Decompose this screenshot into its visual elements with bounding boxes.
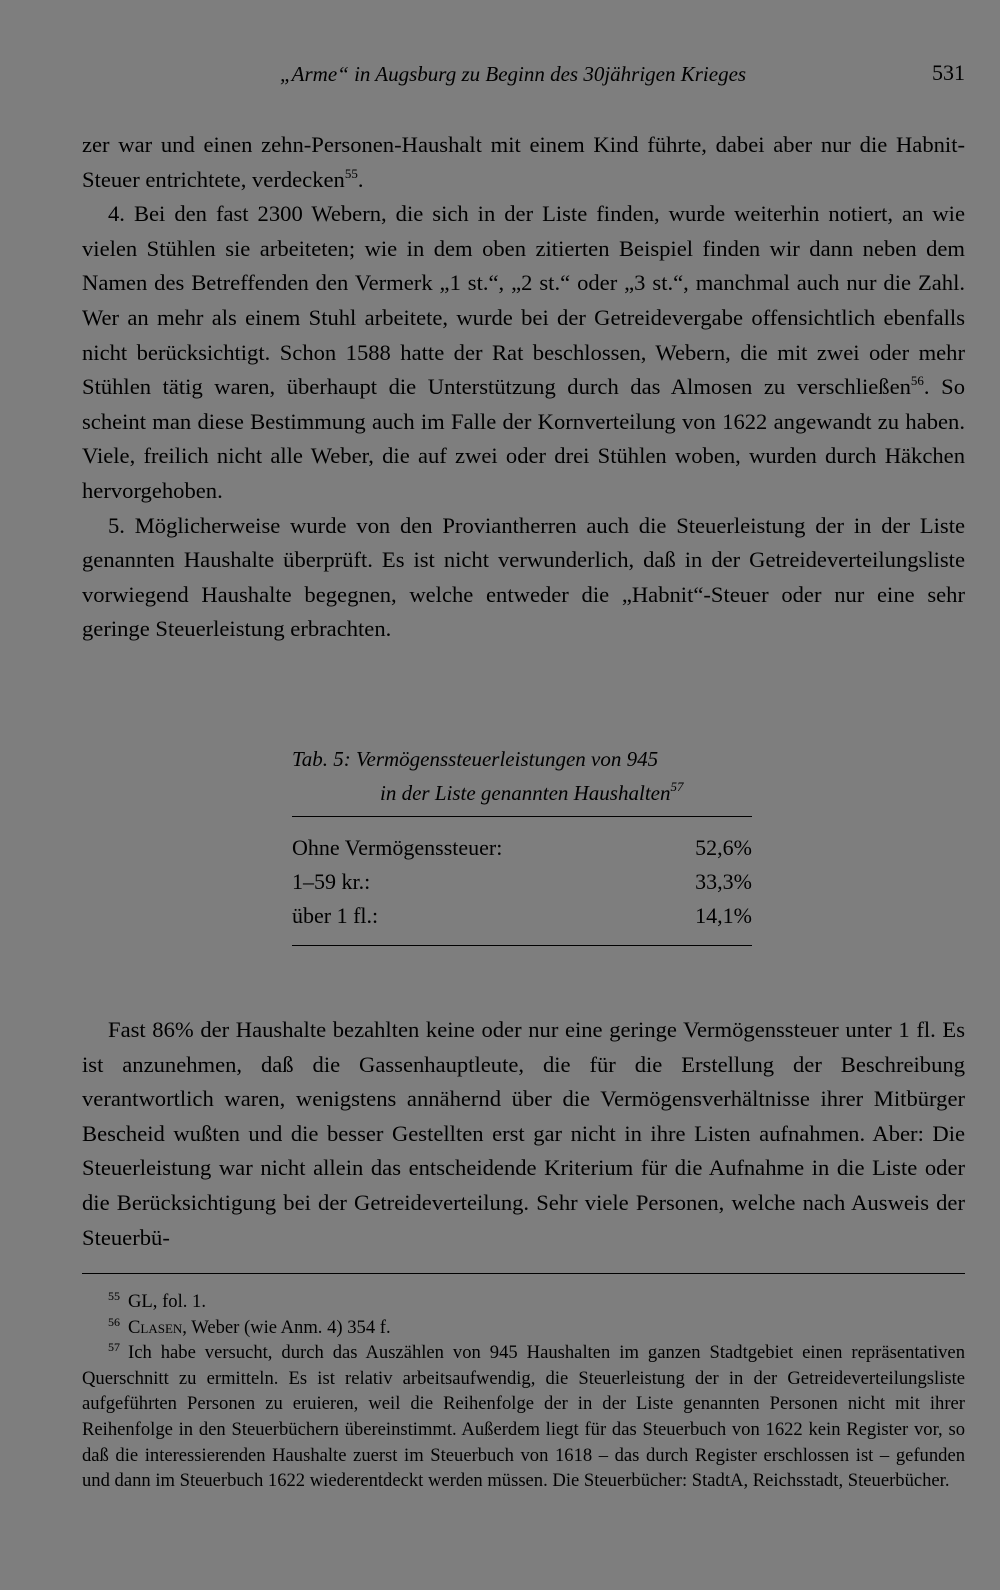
row-value: 52,6% xyxy=(695,835,752,860)
paragraph-tail: . xyxy=(357,166,364,192)
page-header xyxy=(82,60,965,94)
paragraph: Fast 86% der Haushalte bezahlten keine oder nur eine geringe Vermögenssteuer unter 1 fl. Es ist anzunehmen, daß die Gassenhauptleute, die für die Erstellung der Beschreibung verantwortlich waren, wenigstens annähernd über die Vermögensverhältnisse ihrer Mitbürger Bescheid wußten und die besser Gestellten erst gar nicht in ihre Listen aufnahmen. Aber: Die Steuerleistung war nicht allein das entscheidende Kriterium für die Aufnahme in die Liste oder die Berücksichtigung bei der Getreideverteilung. Sehr viele Personen, welche nach Ausweis der Steuerbü- xyxy=(82,1017,965,1250)
body-text-top xyxy=(82,128,965,647)
table-row xyxy=(292,831,752,865)
footnotes xyxy=(82,1289,965,1494)
row-value: 33,3% xyxy=(695,869,752,894)
table-body xyxy=(292,817,752,945)
footnote xyxy=(82,1289,965,1315)
body-text-bottom xyxy=(82,1013,965,1255)
page-number: 531 xyxy=(932,60,965,85)
tax-table xyxy=(292,742,752,946)
paragraph-text: 5. Möglicherweise wurde von den Proviantherren auch die Steuerleistung der in der Liste genannten Haushalte überprüft. Es ist nicht verwunderlich, daß in der Getreideverteilungsliste vorwiegend Haushalte begegnen, welche entweder die „Habnit“-Steuer oder nur eine sehr geringe Steuerleistung erbrachten. xyxy=(82,512,965,642)
table-bottom-rule xyxy=(292,945,752,946)
row-value: 14,1% xyxy=(695,903,752,928)
row-label: Ohne Vermögenssteuer: xyxy=(292,835,503,860)
footnote-marker[interactable]: 57 xyxy=(670,779,684,794)
paragraph-tail: . So scheint man diese Bestimmung auch im Falle der Kornverteilung von 1622 angewandt zu haben. Viele, freilich nicht alle Weber, die auf zwei oder drei Stühlen woben, wurden durch Häkchen hervorgehoben. xyxy=(82,374,965,503)
footnote xyxy=(82,1340,965,1494)
table-row xyxy=(292,865,752,899)
table-caption xyxy=(292,742,752,810)
footnote-number: 57 xyxy=(108,1340,120,1355)
row-label: über 1 fl.: xyxy=(292,903,379,928)
paragraph xyxy=(82,128,965,197)
footnote-separator xyxy=(82,1273,965,1274)
paragraph-text: zer war und einen zehn-Personen-Haushalt mit einem Kind führte, dabei aber nur die Habnit-Steuer entrichtete, verdecken xyxy=(82,132,965,192)
footnote-marker[interactable]: 56 xyxy=(910,373,924,389)
paragraph-text: 4. Bei den fast 2300 Webern, die sich in der Liste finden, wurde weiterhin notiert, an wie vielen Stühlen sie arbeiteten; wie in dem oben zitierten Beispiel finden wir dann neben dem Namen des Betreffenden den Vermerk „1 st.“, „2 st.“ oder „3 st.“, manchmal auch nur die Zahl. Wer an mehr als einem Stuhl arbeitete, wurde bei der Getreidevergabe offensichtlich ebenfalls nicht berücksichtigt. Schon 1588 hatte der Rat beschlossen, Webern, die mit zwei oder mehr Stühlen tätig waren, überhaupt die Unterstützung durch das Almosen zu verschließen xyxy=(82,201,965,400)
row-label: 1–59 kr.: xyxy=(292,869,371,894)
footnote-text: Ich habe versucht, durch das Auszählen von 945 Haushalten im ganzen Stadtgebiet einen repräsentativen Querschnitt zu ermitteln. Es ist relativ arbeitsaufwendig, die Steuerleistung der in der Getreideverteilungsliste aufgeführten Personen zu eruieren, weil die Reihenfolge der in der Liste genannten Personen nicht mit ihrer Reihenfolge in den Steuerbüchern übereinstimmt. Außerdem liegt für das Steuerbuch von 1622 kein Register vor, so daß die interessierenden Haushalte zuerst im Steuerbuch von 1618 – das durch Register erschlossen ist – gefunden und dann im Steuerbuch 1622 wiederentdeckt werden müssen. Die Steuerbücher: StadtA, Reichsstadt, Steuerbücher. xyxy=(82,1342,965,1492)
paragraph xyxy=(82,509,965,647)
table-row xyxy=(292,899,752,933)
running-title: „Arme“ in Augsburg zu Beginn des 30jährigen Krieges xyxy=(280,62,747,86)
caption-text: in der Liste genannten Haushalten xyxy=(380,781,671,805)
footnote-text: , Weber (wie Anm. 4) 354 f. xyxy=(182,1316,391,1338)
footnote xyxy=(82,1315,965,1341)
footnote-text: GL, fol. 1. xyxy=(128,1291,206,1312)
footnote-marker[interactable]: 55 xyxy=(344,165,358,181)
caption-line xyxy=(292,776,752,810)
footnote-number: 56 xyxy=(108,1314,120,1329)
footnote-number: 55 xyxy=(108,1289,120,1303)
paragraph xyxy=(82,197,965,508)
caption-line: Tab. 5: Vermögenssteuerleistungen von 945 xyxy=(292,747,659,771)
author-name: Clasen xyxy=(128,1316,183,1338)
